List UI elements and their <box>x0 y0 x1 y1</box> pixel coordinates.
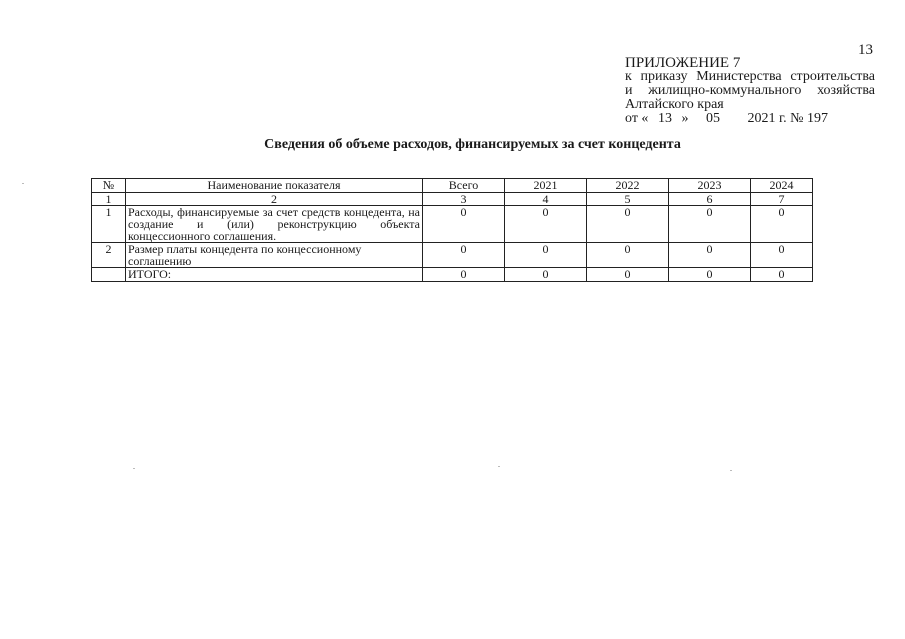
index-cell: 3 <box>423 193 505 206</box>
index-cell: 1 <box>92 193 126 206</box>
header-year-2022: 2022 <box>587 179 669 193</box>
row-value-2024: 0 <box>751 243 813 268</box>
row-value-2022: 0 <box>587 206 669 243</box>
row-value-2022: 0 <box>587 243 669 268</box>
appendix-line-housing: и жилищно-коммунального хозяйства <box>625 83 875 98</box>
row-indicator-name: Размер платы концедента по концессионному соглашению <box>126 243 423 268</box>
total-value-2024: 0 <box>751 268 813 282</box>
row-value-total: 0 <box>423 206 505 243</box>
date-month: 05 <box>705 111 720 126</box>
scan-speck <box>730 470 732 471</box>
header-year-2023: 2023 <box>669 179 751 193</box>
total-number <box>92 268 126 282</box>
document-title: Сведения об объеме расходов, финансируемых за счет концедента <box>264 137 681 152</box>
total-value-total: 0 <box>423 268 505 282</box>
row-value-2021: 0 <box>505 243 587 268</box>
appendix-line-region: Алтайского края <box>625 97 724 112</box>
date-close: » <box>681 111 689 126</box>
header-indicator-name: Наименование показателя <box>126 179 423 193</box>
date-year: 2021 г. № <box>747 111 804 126</box>
total-value-2021: 0 <box>505 268 587 282</box>
total-value-2022: 0 <box>587 268 669 282</box>
table-total-row <box>92 268 813 282</box>
header-year-2024: 2024 <box>751 179 813 193</box>
order-number: 197 <box>806 111 828 126</box>
scan-speck <box>133 468 135 469</box>
row-value-total: 0 <box>423 243 505 268</box>
index-cell: 7 <box>751 193 813 206</box>
row-indicator-name: Расходы, финансируемые за счет средств концедента, на создание и (или) реконструкцию объекта концессионного соглашения. <box>126 206 423 243</box>
total-label: ИТОГО: <box>126 268 423 282</box>
header-number: № <box>92 179 126 193</box>
row-value-2021: 0 <box>505 206 587 243</box>
table-index-row <box>92 193 813 206</box>
index-cell: 6 <box>669 193 751 206</box>
appendix-header <box>625 56 875 126</box>
date-prefix: от « <box>625 111 649 126</box>
row-value-2024: 0 <box>751 206 813 243</box>
appendix-date-line <box>625 112 875 126</box>
table-row <box>92 206 813 243</box>
header-total: Всего <box>423 179 505 193</box>
page-number: 13 <box>858 42 873 58</box>
row-value-2023: 0 <box>669 243 751 268</box>
header-year-2021: 2021 <box>505 179 587 193</box>
scan-speck <box>498 466 500 467</box>
row-number: 2 <box>92 243 126 268</box>
table-header-row <box>92 179 813 193</box>
scan-speck <box>22 183 24 184</box>
appendix-line-ministry: к приказу Министерства строительства <box>625 69 875 84</box>
appendix-title: ПРИЛОЖЕНИЕ 7 <box>625 55 741 71</box>
index-cell: 5 <box>587 193 669 206</box>
row-value-2023: 0 <box>669 206 751 243</box>
index-cell: 4 <box>505 193 587 206</box>
row-number: 1 <box>92 206 126 243</box>
total-value-2023: 0 <box>669 268 751 282</box>
date-day: 13 <box>657 111 672 126</box>
index-cell: 2 <box>126 193 423 206</box>
expenses-table <box>91 178 813 282</box>
table-row <box>92 243 813 268</box>
